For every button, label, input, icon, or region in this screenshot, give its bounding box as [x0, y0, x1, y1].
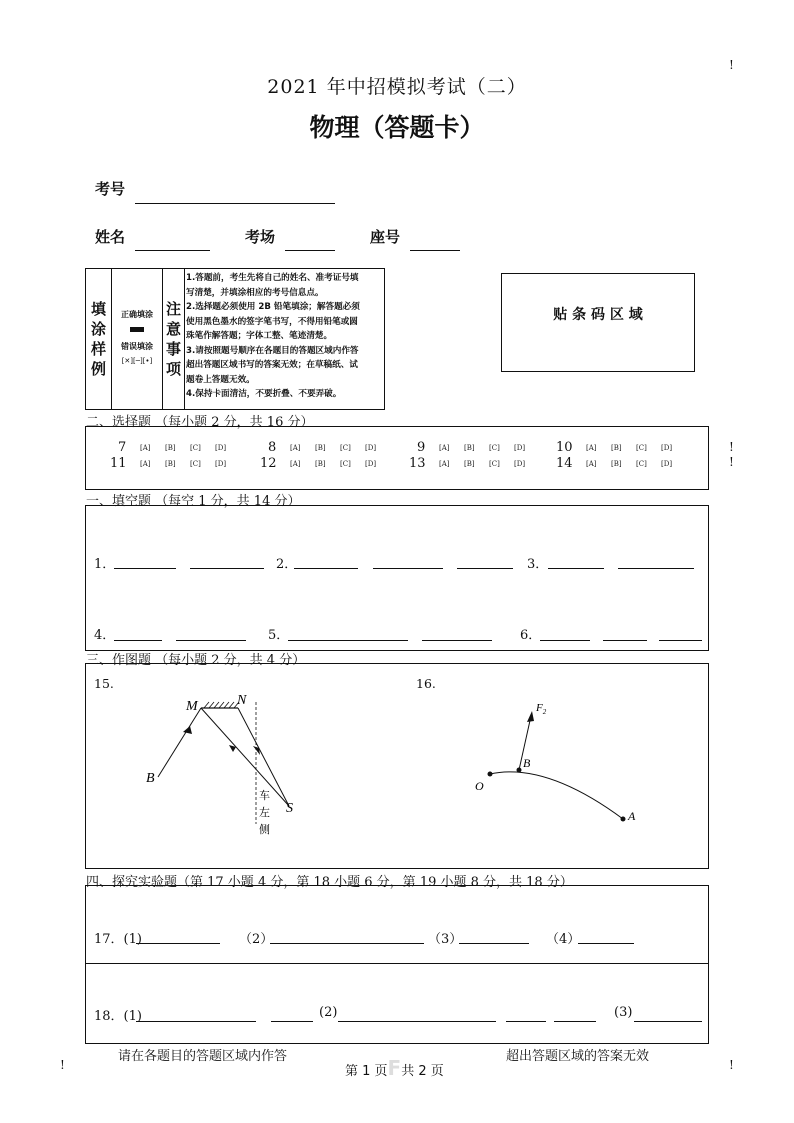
choice-q13-number: 13 — [409, 456, 426, 471]
label-b: B — [146, 771, 155, 786]
label-n: N — [237, 693, 247, 708]
ray-m-s — [201, 708, 289, 806]
fill-q6-blank-2[interactable] — [603, 639, 647, 641]
label-s: S — [286, 801, 293, 816]
point-a — [621, 817, 626, 822]
edge-mark-top-right: ! — [729, 58, 734, 72]
seat-label: 座号 — [370, 228, 401, 246]
drawing-figures — [86, 664, 708, 868]
fill-q1-blank-2[interactable] — [190, 567, 264, 569]
instructions-table — [85, 268, 385, 410]
choice-q7-option-0[interactable]: [A] — [140, 444, 151, 452]
footer-left: 请在各题目的答题区域内作答 — [118, 1049, 288, 1064]
ray-b-m — [158, 708, 201, 777]
fill-q2-blank-3[interactable] — [457, 567, 513, 569]
choice-q14-option-3[interactable]: [D] — [661, 460, 673, 468]
choice-q9-option-2[interactable]: [C] — [489, 444, 500, 452]
choice-q13-option-0[interactable]: [A] — [439, 460, 450, 468]
choice-q10-option-3[interactable]: [D] — [661, 444, 673, 452]
drawing-box — [85, 663, 709, 869]
experiment-box — [85, 885, 709, 1044]
fill-q2-number: 2． — [276, 557, 298, 572]
fill-q3-blank-2[interactable] — [618, 567, 694, 569]
choice-q10-option-2[interactable]: [C] — [636, 444, 647, 452]
q15-number: 15. — [94, 676, 114, 691]
choice-q14-option-1[interactable]: [B] — [611, 460, 622, 468]
fill-q5-blank-2[interactable] — [422, 639, 492, 641]
car-side-char-1: 车 — [259, 789, 270, 802]
fill-q3-number: 3． — [527, 557, 549, 572]
fill-q4-blank-2[interactable] — [176, 639, 246, 641]
edge-mark-bottom-left: ! — [60, 1058, 65, 1072]
q18-number: 18．(1) — [94, 1009, 142, 1024]
choice-q14-number: 14 — [556, 456, 573, 471]
barcode-label: 贴 条 码 区 域 — [553, 307, 643, 323]
room-label: 考场 — [245, 228, 276, 246]
sample-wrong: 错误填涂 — [121, 342, 153, 351]
sample-wrong-marks: [✕][─][•] — [121, 357, 153, 365]
choice-q7-number: 7 — [118, 440, 127, 455]
q18-blank-2[interactable] — [271, 1020, 313, 1022]
fill-box — [85, 505, 709, 651]
q17-blank-2[interactable] — [270, 942, 424, 944]
choice-q8-option-2[interactable]: [C] — [340, 444, 351, 452]
choice-q8-option-0[interactable]: [A] — [290, 444, 301, 452]
label-f2: $F_2$ — [536, 702, 547, 716]
car-side-char-2: 左 — [259, 806, 270, 819]
fill-q5-number: 5． — [268, 628, 290, 643]
q18-blank-3[interactable] — [338, 1020, 496, 1022]
name-field[interactable] — [135, 249, 210, 251]
q18-blank-5[interactable] — [554, 1020, 596, 1022]
choice-q12-option-1[interactable]: [B] — [315, 460, 326, 468]
label-b2: B — [523, 756, 531, 770]
choice-q8-option-1[interactable]: [B] — [315, 444, 326, 452]
footer-page: 第 1 页F共 2 页 — [345, 1056, 444, 1080]
choice-q9-option-1[interactable]: [B] — [464, 444, 475, 452]
choice-q9-option-3[interactable]: [D] — [514, 444, 526, 452]
choice-q11-option-3[interactable]: [D] — [215, 460, 227, 468]
choice-q8-option-3[interactable]: [D] — [365, 444, 377, 452]
choice-q11-number: 11 — [110, 456, 127, 471]
q18-blank-6[interactable] — [634, 1020, 702, 1022]
room-field[interactable] — [285, 249, 335, 251]
q17-blank-3[interactable] — [459, 942, 529, 944]
point-o — [488, 772, 493, 777]
choice-q14-option-0[interactable]: [A] — [586, 460, 597, 468]
choice-q12-option-0[interactable]: [A] — [290, 460, 301, 468]
name-label: 姓名 — [95, 228, 126, 246]
label-o: O — [475, 779, 484, 793]
filled-bubble-example — [130, 327, 144, 332]
edge-mark-bottom-right: ! — [729, 1058, 734, 1072]
exam-title: 2021 年中招模拟考试（二） — [267, 76, 527, 98]
seat-field[interactable] — [410, 249, 460, 251]
choice-q8-number: 8 — [268, 440, 277, 455]
q16-number: 16. — [416, 676, 436, 691]
lever-curve — [490, 772, 623, 819]
choice-box — [85, 426, 709, 490]
q18-blank-4[interactable] — [506, 1020, 546, 1022]
notice-text: 1.答题前，考生先将自己的姓名、准考证号填 写清楚，并填涂相应的考号信息点。 2.选择题必须使用 2B 铅笔填涂；解答题必须 使用黑色墨水的签字笔书写，不得用铅笔或圆 珠笔作解答题；字体工整、笔迹清楚。 3.请按照题号顺序在各题目的答题区域内作答 超出答题区域书写的答案无效；在草稿纸、试 题卷上答题无效。 4.保持卡面清洁，不要折叠、不要弄破。 — [186, 273, 360, 399]
label-m: M — [186, 699, 198, 714]
fill-q5-blank-1[interactable] — [288, 639, 408, 641]
sample-correct: 正确填涂 — [121, 310, 153, 319]
choice-q10-number: 10 — [556, 440, 573, 455]
edge-mark-right-1: ! — [729, 440, 734, 454]
fill-heading: 一、填空题 （每空 1 分，共 14 分） — [86, 494, 301, 509]
q18-part-3: (3) — [614, 1005, 633, 1020]
notice-label: 注 意 事 项 — [165, 300, 181, 378]
q17-number: 17．(1) — [94, 932, 142, 947]
choice-q14-option-2[interactable]: [C] — [636, 460, 647, 468]
choice-heading: 二、选择题 （每小题 2 分，共 16 分） — [86, 415, 314, 430]
exam-no-label: 考号 — [95, 180, 126, 198]
paper-title: 物理（答题卡） — [309, 113, 485, 142]
choice-q7-option-1[interactable]: [B] — [165, 444, 176, 452]
fill-q4-number: 4． — [94, 628, 116, 643]
choice-q12-option-2[interactable]: [C] — [340, 460, 351, 468]
arrow-b-m — [183, 726, 192, 734]
fill-q4-blank-1[interactable] — [114, 639, 162, 641]
fill-q6-blank-1[interactable] — [540, 639, 590, 641]
choice-q13-option-2[interactable]: [C] — [489, 460, 500, 468]
page-watermark: F — [387, 1056, 402, 1080]
choice-q13-option-1[interactable]: [B] — [464, 460, 475, 468]
fill-q6-blank-3[interactable] — [659, 639, 702, 641]
sample-label: 填 涂 样 例 — [90, 300, 106, 378]
drawing-heading: 三、作图题 （每小题 2 分，共 4 分） — [86, 653, 306, 668]
q17-blank-4[interactable] — [578, 942, 634, 944]
fill-q1-number: 1． — [94, 557, 116, 572]
choice-q11-option-0[interactable]: [A] — [140, 460, 151, 468]
choice-q13-option-3[interactable]: [D] — [514, 460, 526, 468]
choice-q12-number: 12 — [260, 456, 277, 471]
label-a: A — [628, 809, 636, 823]
footer-right: 超出答题区域的答案无效 — [506, 1049, 650, 1064]
fill-q6-number: 6． — [520, 628, 542, 643]
choice-q9-option-0[interactable]: [A] — [439, 444, 450, 452]
fill-q1-blank-1[interactable] — [114, 567, 176, 569]
choice-q11-option-1[interactable]: [B] — [165, 460, 176, 468]
experiment-heading: 四、探究实验题（第 17 小题 4 分，第 18 小题 6 分，第 19 小题 8 分，共 18 分） — [86, 875, 573, 890]
choice-q10-option-0[interactable]: [A] — [586, 444, 597, 452]
q18-blank-1[interactable] — [136, 1020, 256, 1022]
barcode-area — [501, 273, 695, 372]
force-f2-arrow — [527, 711, 534, 722]
q17-part-3: （3） — [428, 932, 463, 947]
choice-q12-option-3[interactable]: [D] — [365, 460, 377, 468]
car-side-char-3: 侧 — [259, 823, 270, 836]
q17-blank-1[interactable] — [136, 942, 220, 944]
edge-mark-right-2: ! — [729, 455, 734, 469]
choice-q9-number: 9 — [417, 440, 426, 455]
choice-q7-option-2[interactable]: [C] — [190, 444, 201, 452]
q18-part-2: (2) — [319, 1005, 338, 1020]
choice-q10-option-1[interactable]: [B] — [611, 444, 622, 452]
fill-q2-blank-1[interactable] — [294, 567, 358, 569]
choice-q11-option-2[interactable]: [C] — [190, 460, 201, 468]
q17-part-4: （4） — [546, 932, 581, 947]
mirror-mn — [201, 702, 239, 708]
exam-no-field[interactable] — [135, 202, 335, 204]
fill-q3-blank-1[interactable] — [548, 567, 604, 569]
choice-q7-option-3[interactable]: [D] — [215, 444, 227, 452]
fill-q2-blank-2[interactable] — [373, 567, 443, 569]
q17-part-2: （2） — [239, 932, 274, 947]
